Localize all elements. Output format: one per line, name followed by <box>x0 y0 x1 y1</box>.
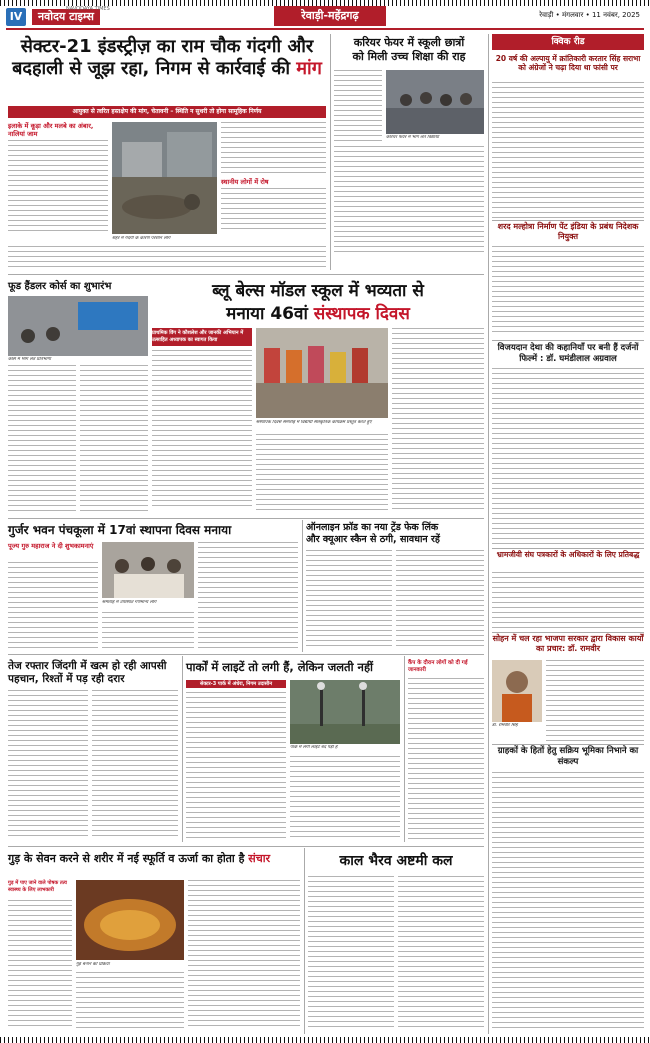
career-headline-line2: को मिली उच्च शिक्षा की राह <box>352 50 466 63</box>
lead-headline-line2: बदहाली से जूझ रहा, निगम से कार्रवाई की मांग <box>12 58 322 79</box>
gud-sub: गुड़ में पाए जाने वाले पोषक तत्व स्वास्थ्य के लिए लाभकारी <box>8 880 67 893</box>
kanoon-text <box>408 678 484 840</box>
gurjar-col3 <box>198 542 298 650</box>
sidebar-story1-headline: 20 वर्ष की अल्पायु में क्रांतिकारी करतार सिंह सराभा को अंग्रेजों ने चढ़ा दिया था फांसी पर <box>495 54 641 72</box>
sidebar-story5-photo <box>492 660 542 722</box>
foodhandler-col2 <box>80 365 148 515</box>
bluebells-headline-line2: मनाया 46वां संस्थापक दिवस <box>226 304 410 324</box>
lead-headline <box>8 36 326 80</box>
sidebar-story1-text <box>492 82 644 218</box>
kaal-col2 <box>398 876 484 1030</box>
sidebar-story5-caption: डॉ. रामवीर सिंह <box>492 723 518 728</box>
bluebells-photo <box>256 328 388 418</box>
lead-headline-line1: सेक्टर-21 इंडस्ट्रीज़ का राम चौक गंदगी और <box>20 36 314 57</box>
kanoon-sub: कैंप के दौरान लोगों को दी गई जानकारी <box>408 660 468 673</box>
fraud-headline <box>306 522 484 546</box>
parks-sub: सेक्टर-3 पार्क में अंधेरा, निगम उदासीन <box>186 680 286 688</box>
brand-subtitle: NAVODAYA TIMES <box>66 6 110 12</box>
sidebar-story6-headline: ग्राहकों के हितों हेतु सक्रिय भूमिका निभाने का संकल्प <box>497 746 639 767</box>
career-text <box>334 146 484 256</box>
gud-headline: गुड़ के सेवन करने से शरीर में नई स्फूर्ति व ऊर्जा का होता है संचार <box>8 852 271 865</box>
bluebells-col2 <box>256 434 388 510</box>
foodhandler-headline: फूड हैंडलर कोर्स का शुभारंभ <box>8 281 112 292</box>
gurjar-col1 <box>8 562 98 650</box>
fraud-headline-line1: ऑनलाइन फ्रॉड का नया ट्रेंड फेक लिंक <box>306 522 439 533</box>
parks-col1 <box>186 692 286 840</box>
lead-sub2: स्थानीय लोगों में रोष <box>221 178 269 186</box>
sidebar-story3-headline: विजयदान देथा की कहानियाँ पर बनी हैं दर्जनों फिल्में : डॉ. घमंडीलाल अग्रवाल <box>497 343 639 364</box>
career-headline-line1: करियर फेयर में स्कूली छात्रों <box>353 36 465 49</box>
page-number: IV <box>6 8 26 26</box>
foodhandler-photo <box>8 296 148 356</box>
career-photo <box>386 70 484 134</box>
brand-name: नवोदय टाइम्स <box>32 9 100 25</box>
edition-label: रेवाड़ी-महेंद्रगढ़ <box>274 6 386 26</box>
lead-photo <box>112 122 217 234</box>
lead-headline-keyword: मांग <box>296 58 322 79</box>
bluebells-headline-keyword: संस्थापक दिवस <box>313 304 410 324</box>
tez-col1 <box>8 690 88 840</box>
gud-photo <box>76 880 184 960</box>
bluebells-headline <box>152 280 484 326</box>
kaal-headline: काल भैरव अष्टमी कल <box>339 853 453 869</box>
kaal-col1 <box>308 876 394 1030</box>
lead-photo-caption: शहर में गंदगी के कारण परेशान लोग <box>112 236 171 241</box>
lead-photo-art <box>112 122 217 234</box>
career-headline <box>334 36 484 64</box>
sidebar-story2-text <box>492 246 644 336</box>
dateline: रेवाड़ी • मंगलवार • 11 नवंबर, 2025 <box>539 11 640 19</box>
tez-col2 <box>92 690 178 840</box>
tez-headline-line2: पहचान, रिश्तों में पड़ रही दरार <box>8 673 125 685</box>
tez-headline <box>8 660 178 686</box>
career-photo-caption: करियर फेयर में भाग लेते विद्यार्थी <box>386 135 439 140</box>
bluebells-col3 <box>392 328 484 510</box>
gurjar-caption: समारोह में उपस्थित गणमान्य लोग <box>102 600 157 605</box>
sidebar-story3-text <box>492 368 644 546</box>
gurjar-sub: पूज्य गुरु महाराज ने दी शुभकामनाएं <box>8 542 94 550</box>
lead-col1-text <box>8 140 108 234</box>
gud-headline-keyword: संचार <box>248 852 271 865</box>
parks-col2 <box>290 756 400 840</box>
registration-strip-bottom <box>0 1037 650 1043</box>
sidebar-story5-text <box>546 660 644 742</box>
sidebar-story4-headline: भ्रामजीवी संघ पत्रकारों के अधिकारों के लिए प्रतिबद्ध <box>496 550 640 559</box>
gud-col1 <box>8 900 72 1030</box>
gud-caption: गुड़ बनाने की प्रक्रिया <box>76 962 110 967</box>
foodhandler-col1 <box>8 365 76 515</box>
lead-col3 <box>221 122 326 232</box>
career-photo-art <box>386 70 484 134</box>
gurjar-photo <box>102 542 194 598</box>
sidebar-story4-text <box>492 572 644 630</box>
bluebells-sub: प्राथमिक विंग ने कौशलेश और जानकी अभियान में उत्साहित अध्यापक का स्वागत किया <box>152 328 252 346</box>
lead-sub1: इलाके में कूड़ा और मलबे का अंबार, नालियां जाम <box>8 122 94 138</box>
foodhandler-caption: कोर्स में भाग लेते प्रतिभागी <box>8 357 51 362</box>
bluebells-caption: संस्थापक दिवस समारोह में विद्यार्थी सांस्कृतिक कार्यक्रम प्रस्तुत करते हुए <box>256 420 372 425</box>
parks-photo <box>290 680 400 744</box>
tez-headline-line1: तेज रफ्तार जिंदगी में खत्म हो रही आपसी <box>8 660 167 672</box>
parks-headline: पार्कों में लाइटें तो लगी हैं, लेकिन जलती नहीं <box>186 660 374 674</box>
career-col1-text <box>334 70 382 142</box>
bluebells-headline-line1: ब्लू बेल्स मॉडल स्कूल में भव्यता से <box>212 281 424 301</box>
bluebells-col1 <box>152 350 252 510</box>
lead-continuation-text <box>8 246 326 270</box>
quick-read-title: क्विक रीड <box>492 34 644 50</box>
fraud-col2 <box>396 550 484 650</box>
lead-col1 <box>8 122 108 234</box>
fraud-col1 <box>306 550 392 650</box>
sidebar-story6-text <box>492 772 644 1030</box>
gud-col3 <box>188 880 300 1030</box>
fraud-headline-line2: और क्यूआर स्कैन से ठगी, सावधान रहें <box>306 534 440 545</box>
gurjar-headline: गुर्जर भवन पंचकूला में 17वां स्थापना दिवस मनाया <box>8 523 232 537</box>
sidebar-story2-headline: शरद मल्होत्रा निर्माण पेंट इंडिया के प्रबंध निदेशक नियुक्त <box>497 222 639 241</box>
lead-deck: आयुक्त से त्वरित हस्तक्षेप की मांग, चेतावनी – स्थिति न सुधरी तो होगा सामूहिक निर्णय <box>8 106 326 118</box>
masthead <box>6 6 644 30</box>
parks-caption: पार्क में लगी लाइटें बंद पड़ी हैं <box>290 745 338 750</box>
sidebar-story5-headline: सोहन में चल रहा भाजपा सरकार द्वारा विकास कार्यों का प्रचार: डॉ. रामवीर <box>492 634 644 653</box>
